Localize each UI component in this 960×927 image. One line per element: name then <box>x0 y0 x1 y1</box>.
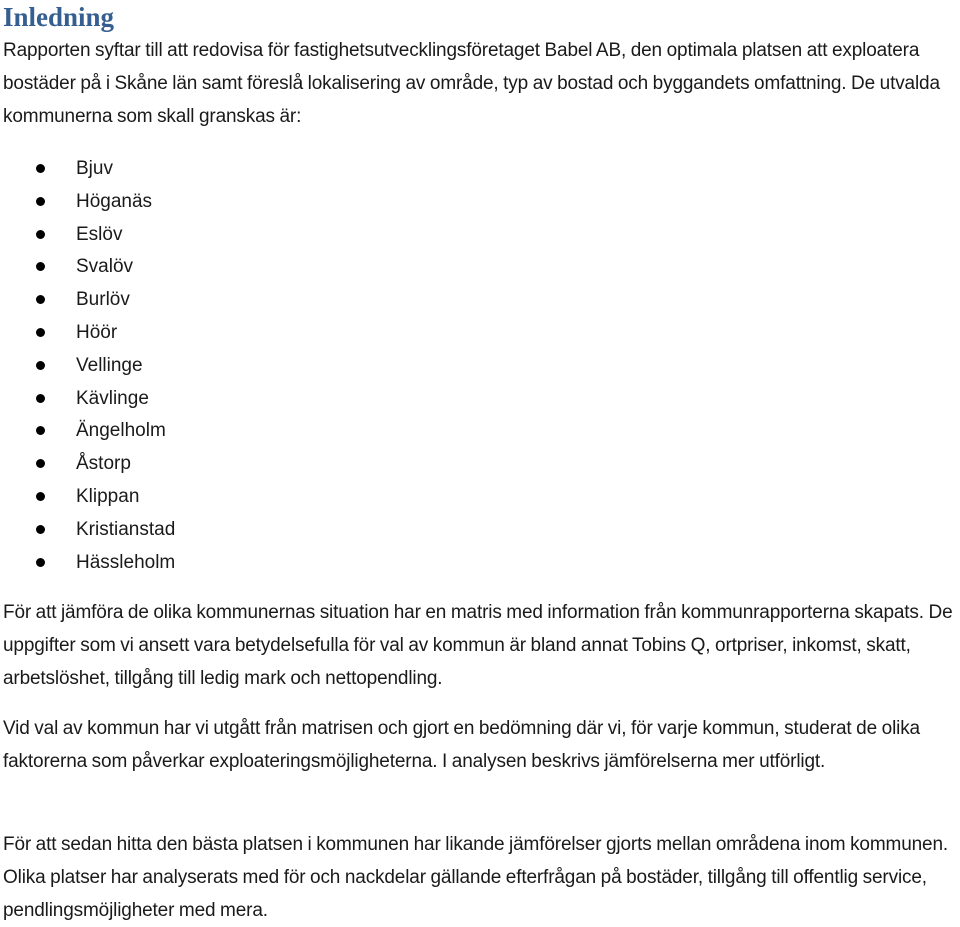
bullet-icon <box>36 394 45 403</box>
bullet-icon <box>36 328 45 337</box>
list-item <box>3 546 175 579</box>
kommun-name: Kävlinge <box>76 387 149 409</box>
bullet-icon <box>36 361 45 370</box>
list-item <box>3 316 175 349</box>
location-paragraph: För att sedan hitta den bästa platsen i kommunen har likande jämförelser gjorts mellan områdena inom kommunen. Olika platser har analyserats med för och nackdelar gällande efterfrågan på bostäder, tillgång till offentlig service, pendlingsmöjligheter med mera. <box>3 834 949 921</box>
bullet-icon <box>36 164 45 173</box>
list-item <box>3 382 175 415</box>
kommun-name: Klippan <box>76 485 140 507</box>
kommun-name: Svalöv <box>76 256 134 278</box>
kommun-name: Eslöv <box>76 223 123 245</box>
kommun-list <box>3 152 175 578</box>
bullet-icon <box>36 459 45 468</box>
list-item <box>3 349 175 382</box>
list-item <box>3 283 175 316</box>
kommun-name: Höganäs <box>76 190 153 212</box>
list-item <box>3 218 175 251</box>
list-item <box>3 447 175 480</box>
list-item <box>3 480 175 513</box>
section-heading: Inledning <box>3 2 115 32</box>
list-item <box>3 152 175 185</box>
list-item <box>3 513 175 546</box>
intro-paragraph: Rapporten syftar till att redovisa för fastighetsutvecklingsföretaget Babel AB, den optimala platsen att exploatera bostäder på i Skåne län samt föreslå lokalisering av område, typ av bostad och byggandets omfattning. De utvalda kommunerna som skall granskas är: <box>3 40 940 127</box>
kommun-name: Åstorp <box>76 453 131 475</box>
kommun-name: Höör <box>76 321 118 343</box>
bullet-icon <box>36 230 45 239</box>
kommun-name: Bjuv <box>76 158 113 179</box>
list-item <box>3 185 175 218</box>
kommun-name: Burlöv <box>76 289 130 311</box>
kommun-name: Vellinge <box>76 354 143 376</box>
kommun-name: Ängelholm <box>76 420 166 442</box>
bullet-icon <box>36 525 45 534</box>
bullet-icon <box>36 492 45 501</box>
kommun-name: Kristianstad <box>76 518 176 540</box>
selection-paragraph: Vid val av kommun har vi utgått från matrisen och gjort en bedömning där vi, för varje kommun, studerat de olika faktorerna som påverkar exploateringsmöjligheterna. I analysen beskrivs jämförelserna mer utförligt. <box>3 718 920 772</box>
list-item <box>3 250 175 283</box>
matrix-paragraph: För att jämföra de olika kommunernas situation har en matris med information från kommunrapporterna skapats. De uppgifter som vi ansett vara betydelsefulla för val av kommun är bland annat Tobins Q, ortpriser, inkomst, skatt, arbetslöshet, tillgång till ledig mark och nettopendling. <box>3 602 953 689</box>
bullet-icon <box>36 426 45 435</box>
bullet-icon <box>36 558 45 567</box>
bullet-icon <box>36 197 45 206</box>
kommun-name: Hässleholm <box>76 551 176 573</box>
bullet-icon <box>36 295 45 304</box>
list-item <box>3 414 175 447</box>
bullet-icon <box>36 262 45 271</box>
